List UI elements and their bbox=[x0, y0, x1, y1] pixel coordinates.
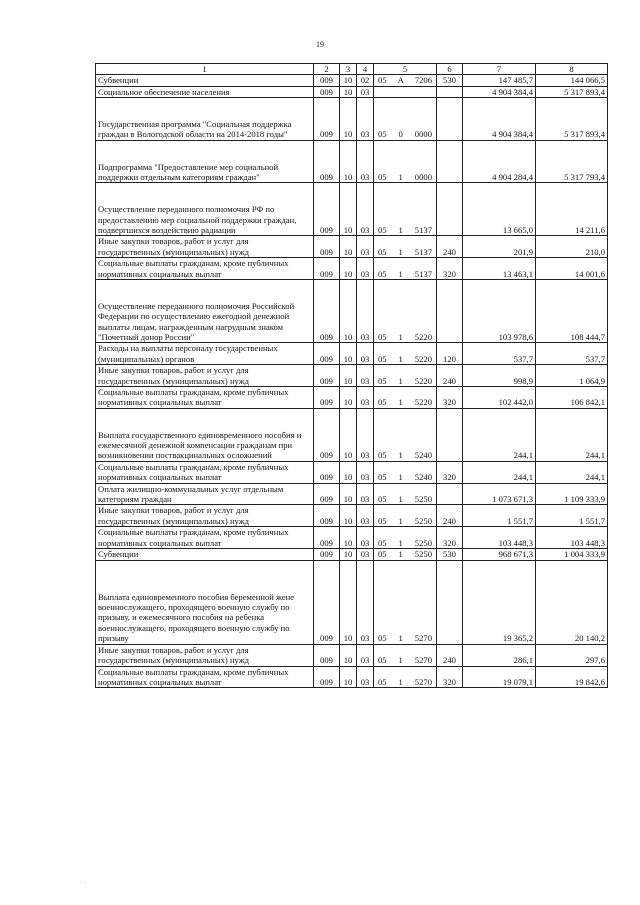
row-subsection-cell: 03 bbox=[357, 461, 374, 483]
row-amount-year1-cell: 147 485,7 bbox=[463, 75, 536, 86]
target-article-part: 5270 bbox=[414, 655, 432, 666]
row-target-article-cell bbox=[374, 644, 437, 666]
target-article-part: 5220 bbox=[414, 375, 432, 386]
row-amount-year1-cell: 4 904 284,4 bbox=[463, 140, 536, 183]
row-name-cell: Расходы на выплаты персоналу государственных (муниципальных) органов bbox=[96, 343, 314, 365]
target-article-part: 05 bbox=[378, 268, 387, 279]
row-target-article-cell bbox=[374, 86, 437, 97]
row-amount-year1-cell: 103 448,3 bbox=[463, 527, 536, 549]
row-amount-year1-cell: 968 671,3 bbox=[463, 549, 536, 560]
row-subsection-cell: 03 bbox=[357, 408, 374, 461]
row-subsection-cell: 03 bbox=[357, 98, 374, 141]
budget-table bbox=[95, 63, 608, 688]
row-expense-type-cell bbox=[437, 86, 463, 97]
row-target-article-cell bbox=[374, 483, 437, 505]
target-article-part: 1 bbox=[398, 537, 403, 548]
table-row bbox=[96, 483, 608, 505]
row-expense-type-cell bbox=[437, 183, 463, 236]
row-amount-year2-cell: 5 317 893,4 bbox=[536, 98, 608, 141]
row-section-cell: 10 bbox=[340, 505, 357, 527]
target-article-part: 5250 bbox=[414, 494, 432, 505]
row-ministry-cell: 009 bbox=[314, 75, 340, 86]
row-ministry-cell: 009 bbox=[314, 483, 340, 505]
row-subsection-cell: 03 bbox=[357, 140, 374, 183]
target-article-part: 1 bbox=[398, 472, 403, 483]
row-expense-type-cell: 320 bbox=[437, 527, 463, 549]
header-cell: 5 bbox=[374, 64, 437, 75]
row-name-cell: Осуществление переданного полномочия Российской Федерации по осуществлению ежегодной денежной выплаты лицам, награжденным нагрудным знаком "Почетный донор России" bbox=[96, 280, 314, 343]
target-article-part: 1 bbox=[398, 676, 403, 687]
row-name-cell: Иные закупки товаров, работ и услуг для государственных (муниципальных) нужд bbox=[96, 505, 314, 527]
target-article-part: 05 bbox=[378, 225, 387, 235]
row-name-cell: Подпрограмма "Предоставление мер социальной поддержки отдельным категориям граждан" bbox=[96, 140, 314, 183]
row-name-cell: Иные закупки товаров, работ и услуг для государственных (муниципальных) нужд bbox=[96, 365, 314, 387]
row-target-article-cell bbox=[374, 140, 437, 183]
row-expense-type-cell: 320 bbox=[437, 258, 463, 280]
row-section-cell: 10 bbox=[340, 527, 357, 549]
table-row bbox=[96, 408, 608, 461]
row-subsection-cell: 02 bbox=[357, 75, 374, 86]
row-amount-year1-cell: 19 079,1 bbox=[463, 666, 536, 688]
target-article-part: 1 bbox=[398, 494, 403, 505]
row-amount-year1-cell: 103 978,6 bbox=[463, 280, 536, 343]
row-ministry-cell: 009 bbox=[314, 98, 340, 141]
target-article-part: 05 bbox=[378, 129, 387, 140]
target-article-part: 5220 bbox=[414, 397, 432, 408]
table-row bbox=[96, 75, 608, 86]
row-expense-type-cell: 320 bbox=[437, 666, 463, 688]
row-subsection-cell: 03 bbox=[357, 86, 374, 97]
row-subsection-cell: 03 bbox=[357, 280, 374, 343]
row-name-cell: Оплата жилищно-коммунальных услуг отдельным категориям граждан bbox=[96, 483, 314, 505]
table-row bbox=[96, 86, 608, 97]
row-subsection-cell: 03 bbox=[357, 560, 374, 644]
target-article-part: 1 bbox=[398, 172, 403, 182]
row-ministry-cell: 009 bbox=[314, 549, 340, 560]
row-amount-year2-cell: 210,0 bbox=[536, 236, 608, 258]
row-amount-year2-cell: 108 444,7 bbox=[536, 280, 608, 343]
table-row bbox=[96, 365, 608, 387]
row-amount-year1-cell: 4 904 384,4 bbox=[463, 86, 536, 97]
target-article-part: 1 bbox=[398, 655, 403, 666]
target-article-part: 05 bbox=[378, 246, 387, 257]
row-expense-type-cell bbox=[437, 280, 463, 343]
row-amount-year2-cell: 14 001,6 bbox=[536, 258, 608, 280]
target-article-part: 5270 bbox=[414, 676, 432, 687]
row-target-article-cell bbox=[374, 527, 437, 549]
row-amount-year2-cell: 20 140,2 bbox=[536, 560, 608, 644]
row-amount-year2-cell: 144 066,5 bbox=[536, 75, 608, 86]
table-row bbox=[96, 644, 608, 666]
row-subsection-cell: 03 bbox=[357, 236, 374, 258]
row-section-cell: 10 bbox=[340, 280, 357, 343]
row-expense-type-cell: 240 bbox=[437, 644, 463, 666]
row-amount-year1-cell: 19 365,2 bbox=[463, 560, 536, 644]
row-section-cell: 10 bbox=[340, 408, 357, 461]
row-target-article-cell bbox=[374, 258, 437, 280]
row-section-cell: 10 bbox=[340, 258, 357, 280]
row-section-cell: 10 bbox=[340, 560, 357, 644]
row-amount-year1-cell: 201,9 bbox=[463, 236, 536, 258]
target-article-part: 0 bbox=[398, 129, 403, 140]
row-section-cell: 10 bbox=[340, 86, 357, 97]
target-article-part: 05 bbox=[378, 676, 387, 687]
row-section-cell: 10 bbox=[340, 666, 357, 688]
row-ministry-cell: 009 bbox=[314, 527, 340, 549]
row-amount-year2-cell: 244,1 bbox=[536, 408, 608, 461]
row-name-cell: Социальные выплаты гражданам, кроме публичных нормативных социальных выплат bbox=[96, 461, 314, 483]
table-row bbox=[96, 258, 608, 280]
row-expense-type-cell bbox=[437, 140, 463, 183]
row-expense-type-cell bbox=[437, 483, 463, 505]
target-article-part: 05 bbox=[378, 515, 387, 526]
row-target-article-cell bbox=[374, 666, 437, 688]
target-article-part: 5240 bbox=[414, 450, 432, 461]
target-article-part: 5137 bbox=[414, 225, 432, 235]
row-amount-year2-cell: 19 842,6 bbox=[536, 666, 608, 688]
target-article-part: 1 bbox=[398, 397, 403, 408]
target-article-part: 5220 bbox=[414, 353, 432, 364]
row-name-cell: Иные закупки товаров, работ и услуг для государственных (муниципальных) нужд bbox=[96, 236, 314, 258]
row-name-cell: Социальные выплаты гражданам, кроме публичных нормативных социальных выплат bbox=[96, 527, 314, 549]
row-expense-type-cell bbox=[437, 560, 463, 644]
header-cell: 3 bbox=[340, 64, 357, 75]
target-article-part: 05 bbox=[378, 75, 387, 86]
row-amount-year2-cell: 297,6 bbox=[536, 644, 608, 666]
target-article-part: 05 bbox=[378, 375, 387, 386]
row-section-cell: 10 bbox=[340, 98, 357, 141]
row-amount-year2-cell: 1 109 333,9 bbox=[536, 483, 608, 505]
row-name-cell: Социальные выплаты гражданам, кроме публичных нормативных социальных выплат bbox=[96, 387, 314, 409]
row-amount-year2-cell: 1 004 333,9 bbox=[536, 549, 608, 560]
target-article-part: 05 bbox=[378, 494, 387, 505]
target-article-part: 5250 bbox=[414, 515, 432, 526]
target-article-part: 05 bbox=[378, 353, 387, 364]
target-article-part: 1 bbox=[398, 515, 403, 526]
row-section-cell: 10 bbox=[340, 183, 357, 236]
target-article-part: 1 bbox=[398, 353, 403, 364]
row-ministry-cell: 009 bbox=[314, 86, 340, 97]
row-ministry-cell: 009 bbox=[314, 258, 340, 280]
row-ministry-cell: 009 bbox=[314, 140, 340, 183]
row-ministry-cell: 009 bbox=[314, 183, 340, 236]
target-article-part: 1 bbox=[398, 450, 403, 461]
target-article-part: 05 bbox=[378, 537, 387, 548]
target-article-part: 5250 bbox=[414, 549, 432, 560]
table-row bbox=[96, 505, 608, 527]
page-number: 19 bbox=[316, 40, 324, 49]
row-name-cell: Социальные выплаты гражданам, кроме публичных нормативных социальных выплат bbox=[96, 258, 314, 280]
row-ministry-cell: 009 bbox=[314, 461, 340, 483]
row-expense-type-cell: 320 bbox=[437, 461, 463, 483]
table-row bbox=[96, 549, 608, 560]
table-row bbox=[96, 560, 608, 644]
header-cell: 6 bbox=[437, 64, 463, 75]
row-amount-year1-cell: 13 665,0 bbox=[463, 183, 536, 236]
row-subsection-cell: 03 bbox=[357, 258, 374, 280]
row-target-article-cell bbox=[374, 549, 437, 560]
row-name-cell: Социальные выплаты гражданам, кроме публичных нормативных социальных выплат bbox=[96, 666, 314, 688]
row-section-cell: 10 bbox=[340, 75, 357, 86]
target-article-part: 05 bbox=[378, 397, 387, 408]
row-expense-type-cell: 320 bbox=[437, 387, 463, 409]
table-row bbox=[96, 98, 608, 141]
row-target-article-cell bbox=[374, 505, 437, 527]
table-row bbox=[96, 387, 608, 409]
target-article-part: А bbox=[397, 75, 404, 86]
row-target-article-cell bbox=[374, 280, 437, 343]
target-article-part: 1 bbox=[398, 246, 403, 257]
target-article-part: 1 bbox=[398, 225, 403, 235]
row-name-cell: Субвенции bbox=[96, 549, 314, 560]
row-amount-year1-cell: 244,1 bbox=[463, 461, 536, 483]
table-row bbox=[96, 461, 608, 483]
row-ministry-cell: 009 bbox=[314, 365, 340, 387]
row-expense-type-cell bbox=[437, 408, 463, 461]
table-body bbox=[96, 75, 608, 688]
row-ministry-cell: 009 bbox=[314, 666, 340, 688]
row-name-cell: Выплата государственного единовременного пособия и ежемесячной денежной компенсации гражданам при возникновении поствакцинальных осложнений bbox=[96, 408, 314, 461]
row-ministry-cell: 009 bbox=[314, 505, 340, 527]
row-section-cell: 10 bbox=[340, 365, 357, 387]
row-expense-type-cell: 240 bbox=[437, 365, 463, 387]
row-subsection-cell: 03 bbox=[357, 343, 374, 365]
row-section-cell: 10 bbox=[340, 343, 357, 365]
row-amount-year2-cell: 103 448,3 bbox=[536, 527, 608, 549]
header-cell: 4 bbox=[357, 64, 374, 75]
row-target-article-cell bbox=[374, 560, 437, 644]
row-expense-type-cell: 120 bbox=[437, 343, 463, 365]
target-article-part: 5137 bbox=[414, 268, 432, 279]
row-name-cell: Выплата единовременного пособия беременной жене военнослужащего, проходящего военную службу по призыву, и ежемесячного пособия на ребенка военнослужащего, проходящего военную службу по призыву bbox=[96, 560, 314, 644]
table-row bbox=[96, 183, 608, 236]
target-article-part: 0000 bbox=[414, 172, 432, 182]
row-subsection-cell: 03 bbox=[357, 365, 374, 387]
target-article-part: 05 bbox=[378, 172, 387, 182]
row-amount-year1-cell: 998,9 bbox=[463, 365, 536, 387]
target-article-part: 5220 bbox=[414, 332, 432, 343]
row-subsection-cell: 03 bbox=[357, 387, 374, 409]
row-expense-type-cell: 530 bbox=[437, 75, 463, 86]
row-target-article-cell bbox=[374, 75, 437, 86]
row-amount-year2-cell: 537,7 bbox=[536, 343, 608, 365]
target-article-part: 0000 bbox=[414, 129, 432, 140]
row-section-cell: 10 bbox=[340, 644, 357, 666]
target-article-part: 1 bbox=[398, 549, 403, 560]
header-cell: 8 bbox=[536, 64, 608, 75]
row-ministry-cell: 009 bbox=[314, 387, 340, 409]
row-target-article-cell bbox=[374, 98, 437, 141]
row-amount-year2-cell: 106 842,1 bbox=[536, 387, 608, 409]
target-article-part: 1 bbox=[398, 332, 403, 343]
table-row bbox=[96, 527, 608, 549]
row-amount-year1-cell: 4 904 384,4 bbox=[463, 98, 536, 141]
row-ministry-cell: 009 bbox=[314, 408, 340, 461]
target-article-part: 1 bbox=[398, 633, 403, 644]
row-section-cell: 10 bbox=[340, 387, 357, 409]
row-amount-year1-cell: 1 073 671,3 bbox=[463, 483, 536, 505]
header-cell: 2 bbox=[314, 64, 340, 75]
row-amount-year1-cell: 537,7 bbox=[463, 343, 536, 365]
row-target-article-cell bbox=[374, 343, 437, 365]
row-amount-year1-cell: 286,1 bbox=[463, 644, 536, 666]
row-name-cell: Государственная программа "Социальная поддержка граждан в Вологодской области на 2014-2018 годы" bbox=[96, 98, 314, 141]
row-name-cell: Социальное обеспечение населения bbox=[96, 86, 314, 97]
row-section-cell: 10 bbox=[340, 549, 357, 560]
target-article-part: 7206 bbox=[414, 75, 432, 86]
row-subsection-cell: 03 bbox=[357, 483, 374, 505]
header-cell: 1 bbox=[96, 64, 314, 75]
table-row bbox=[96, 140, 608, 183]
row-target-article-cell bbox=[374, 236, 437, 258]
scan-marks: · · bbox=[80, 880, 86, 886]
row-expense-type-cell bbox=[437, 98, 463, 141]
row-amount-year1-cell: 1 551,7 bbox=[463, 505, 536, 527]
row-section-cell: 10 bbox=[340, 140, 357, 183]
row-subsection-cell: 03 bbox=[357, 666, 374, 688]
row-section-cell: 10 bbox=[340, 483, 357, 505]
target-article-part: 5250 bbox=[414, 537, 432, 548]
row-amount-year2-cell: 5 317 793,4 bbox=[536, 140, 608, 183]
row-section-cell: 10 bbox=[340, 461, 357, 483]
row-ministry-cell: 009 bbox=[314, 280, 340, 343]
row-target-article-cell bbox=[374, 461, 437, 483]
target-article-part: 1 bbox=[398, 268, 403, 279]
row-amount-year1-cell: 244,1 bbox=[463, 408, 536, 461]
row-subsection-cell: 03 bbox=[357, 527, 374, 549]
target-article-part: 05 bbox=[378, 450, 387, 461]
row-subsection-cell: 03 bbox=[357, 183, 374, 236]
row-amount-year2-cell: 244,1 bbox=[536, 461, 608, 483]
row-name-cell: Субвенции bbox=[96, 75, 314, 86]
target-article-part: 5137 bbox=[414, 246, 432, 257]
target-article-part: 05 bbox=[378, 549, 387, 560]
row-expense-type-cell: 530 bbox=[437, 549, 463, 560]
row-expense-type-cell: 240 bbox=[437, 505, 463, 527]
table-row bbox=[96, 666, 608, 688]
row-subsection-cell: 03 bbox=[357, 505, 374, 527]
table-row bbox=[96, 236, 608, 258]
row-expense-type-cell: 240 bbox=[437, 236, 463, 258]
target-article-part: 1 bbox=[398, 375, 403, 386]
row-target-article-cell bbox=[374, 365, 437, 387]
table-row bbox=[96, 280, 608, 343]
row-target-article-cell bbox=[374, 183, 437, 236]
row-amount-year2-cell: 1 551,7 bbox=[536, 505, 608, 527]
row-amount-year2-cell: 1 064,9 bbox=[536, 365, 608, 387]
target-article-part: 5240 bbox=[414, 472, 432, 483]
row-ministry-cell: 009 bbox=[314, 236, 340, 258]
target-article-part: 05 bbox=[378, 332, 387, 343]
target-article-part: 5270 bbox=[414, 633, 432, 644]
header-row bbox=[96, 64, 608, 75]
row-name-cell: Иные закупки товаров, работ и услуг для государственных (муниципальных) нужд bbox=[96, 644, 314, 666]
target-article-part: 05 bbox=[378, 472, 387, 483]
row-ministry-cell: 009 bbox=[314, 560, 340, 644]
row-subsection-cell: 03 bbox=[357, 644, 374, 666]
row-section-cell: 10 bbox=[340, 236, 357, 258]
row-name-cell: Осуществление переданного полномочия РФ по предоставлению мер социальной поддержки граждан, подвергшихся воздействию радиации bbox=[96, 183, 314, 236]
row-amount-year1-cell: 102 442,0 bbox=[463, 387, 536, 409]
header-cell: 7 bbox=[463, 64, 536, 75]
target-article-part: 05 bbox=[378, 633, 387, 644]
table-row bbox=[96, 343, 608, 365]
row-target-article-cell bbox=[374, 408, 437, 461]
row-amount-year2-cell: 14 211,6 bbox=[536, 183, 608, 236]
target-article-part: 05 bbox=[378, 655, 387, 666]
row-ministry-cell: 009 bbox=[314, 343, 340, 365]
row-ministry-cell: 009 bbox=[314, 644, 340, 666]
row-amount-year2-cell: 5 317 893,4 bbox=[536, 86, 608, 97]
row-target-article-cell bbox=[374, 387, 437, 409]
row-subsection-cell: 03 bbox=[357, 549, 374, 560]
row-amount-year1-cell: 13 463,1 bbox=[463, 258, 536, 280]
